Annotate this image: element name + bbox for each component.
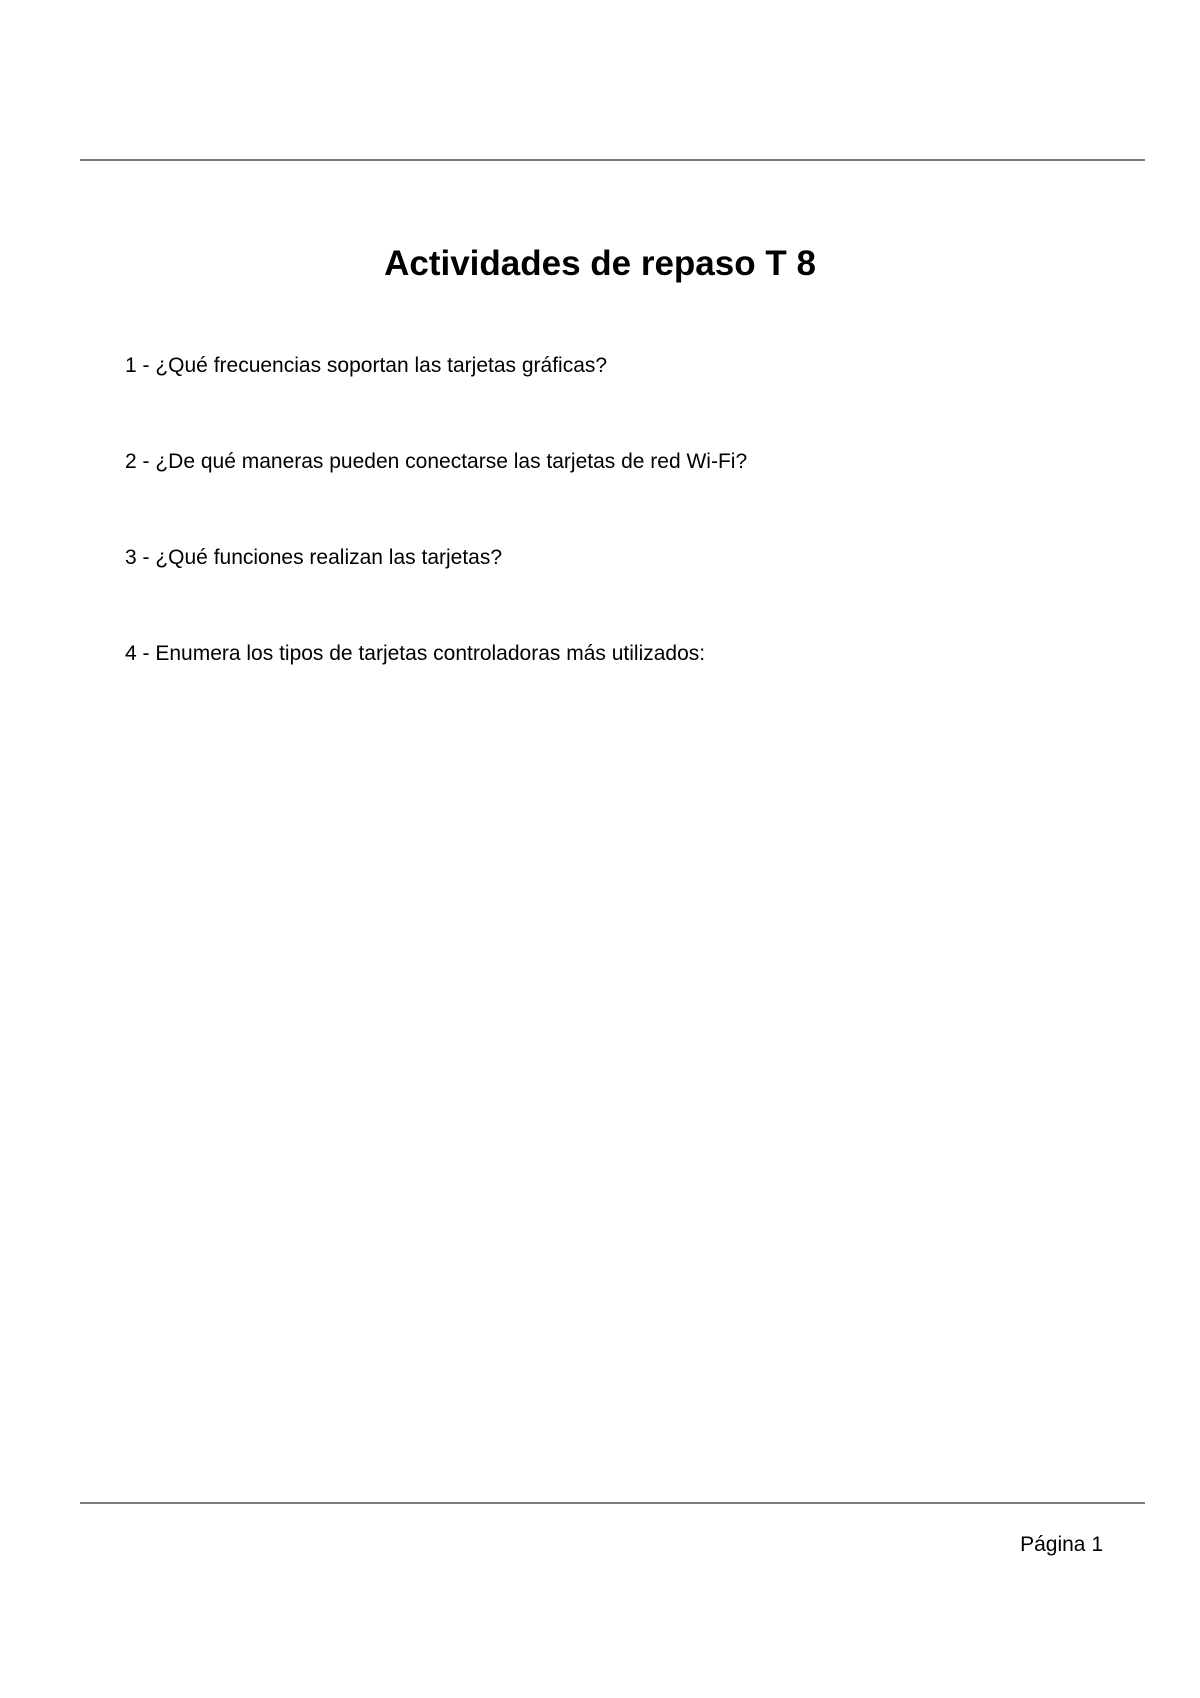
footer-rule xyxy=(80,1502,1145,1504)
question-4: 4 - Enumera los tipos de tarjetas controladoras más utilizados: xyxy=(125,642,706,665)
question-2: 2 - ¿De qué maneras pueden conectarse las tarjetas de red Wi-Fi? xyxy=(125,450,748,473)
question-1: 1 - ¿Qué frecuencias soportan las tarjetas gráficas? xyxy=(125,354,608,377)
question-list xyxy=(125,350,747,734)
page-number: Página 1 xyxy=(1020,1533,1103,1556)
question-3: 3 - ¿Qué funciones realizan las tarjetas? xyxy=(125,546,503,569)
page-title: Actividades de repaso T 8 xyxy=(384,244,816,283)
header-rule xyxy=(80,159,1145,161)
